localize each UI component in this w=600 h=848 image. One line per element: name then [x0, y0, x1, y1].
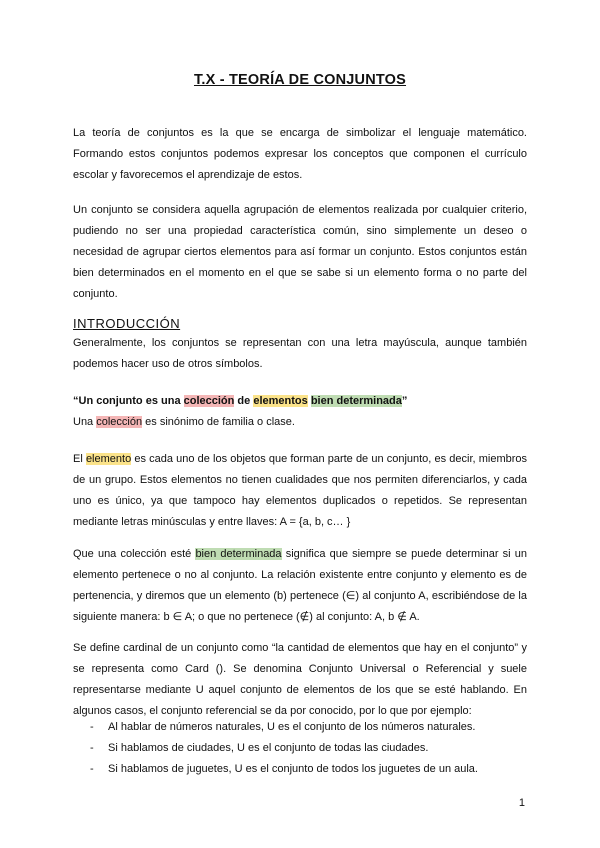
paragraph-cardinal: Se define cardinal de un conjunto como “la cantidad de elementos que hay en el conjunto” y se representa como Card (). Se denomina Conjunto Universal o Referencial y suele representarse mediante U aquel conjunto de elementos de los que se esté hablando. En algunos casos, el conjunto referencial se da por conocido, por lo que por ejemplo: — [73, 642, 527, 717]
list-item: - Si hablamos de ciudades, U es el conjunto de todas las ciudades. — [73, 738, 478, 759]
quote-and-synonym — [73, 391, 527, 433]
list-dash: - — [90, 721, 94, 733]
section-heading-introduccion: INTRODUCCIÓN — [73, 316, 181, 331]
example-list — [73, 717, 478, 780]
definition-quote: “Un conjunto es una colección de elementos bien determinada” — [73, 395, 408, 407]
paragraph-bien-determinada: Que una colección esté bien determinada significa que siempre se puede determinar si un elemento pertenece o no al conjunto. La relación existente entre conjunto y elemento es de pertenencia, y diremos que un elemento (b) pertenece (∈) al conjunto A, escribiéndose de la siguiente manera: b ∈ A; o que no pertenece (∉) al conjunto: A, b ∉ A. — [73, 548, 527, 623]
highlight-coleccion-2: colección — [96, 416, 143, 428]
highlight-elemento: elemento — [85, 453, 132, 465]
list-dash: - — [90, 763, 94, 775]
highlight-elementos: elementos — [253, 395, 308, 407]
list-item: - Al hablar de números naturales, U es el conjunto de los números naturales. — [73, 717, 478, 738]
paragraph-definition: Un conjunto se considera aquella agrupación de elementos realizada por cualquier criterio, pudiendo no ser una propiedad característica común, sino simplemente un deseo o necesidad de agrupar ciertos elementos para así formar un conjunto. Estos conjuntos están bien determinados en el momento en el que se sabe si un elemento forma o no parte del conjunto. — [73, 204, 527, 300]
paragraph-representation: Generalmente, los conjuntos se representan con una letra mayúscula, aunque también podemos hacer uso de otros símbolos. — [73, 337, 527, 370]
highlight-bien-determinada: bien determinada — [310, 395, 402, 407]
synonym-line: Una colección es sinónimo de familia o clase. — [73, 416, 295, 428]
paragraph-intro: La teoría de conjuntos es la que se encarga de simbolizar el lenguaje matemático. Formando estos conjuntos podemos expresar los conceptos que componen el currículo escolar y favorecemos el aprendizaje de estos. — [73, 127, 527, 181]
page-number: 1 — [518, 797, 525, 809]
highlight-coleccion: colección — [183, 395, 235, 407]
paragraph-elemento: El elemento es cada uno de los objetos que forman parte de un conjunto, es decir, miembros de un grupo. Estos elementos no tienen cualidades que nos permiten diferenciarlos, y cada uno es único, ya que tampoco hay elementos duplicados o repetidos. Se representan mediante letras minúsculas y entre llaves: A = {a, b, c… } — [73, 453, 527, 528]
highlight-bien-determinada-2: bien determinada — [195, 548, 282, 560]
list-dash: - — [90, 742, 94, 754]
document-title: T.X - TEORÍA DE CONJUNTOS — [193, 72, 407, 88]
list-item: - Si hablamos de juguetes, U es el conjunto de todos los juguetes de un aula. — [73, 759, 478, 780]
